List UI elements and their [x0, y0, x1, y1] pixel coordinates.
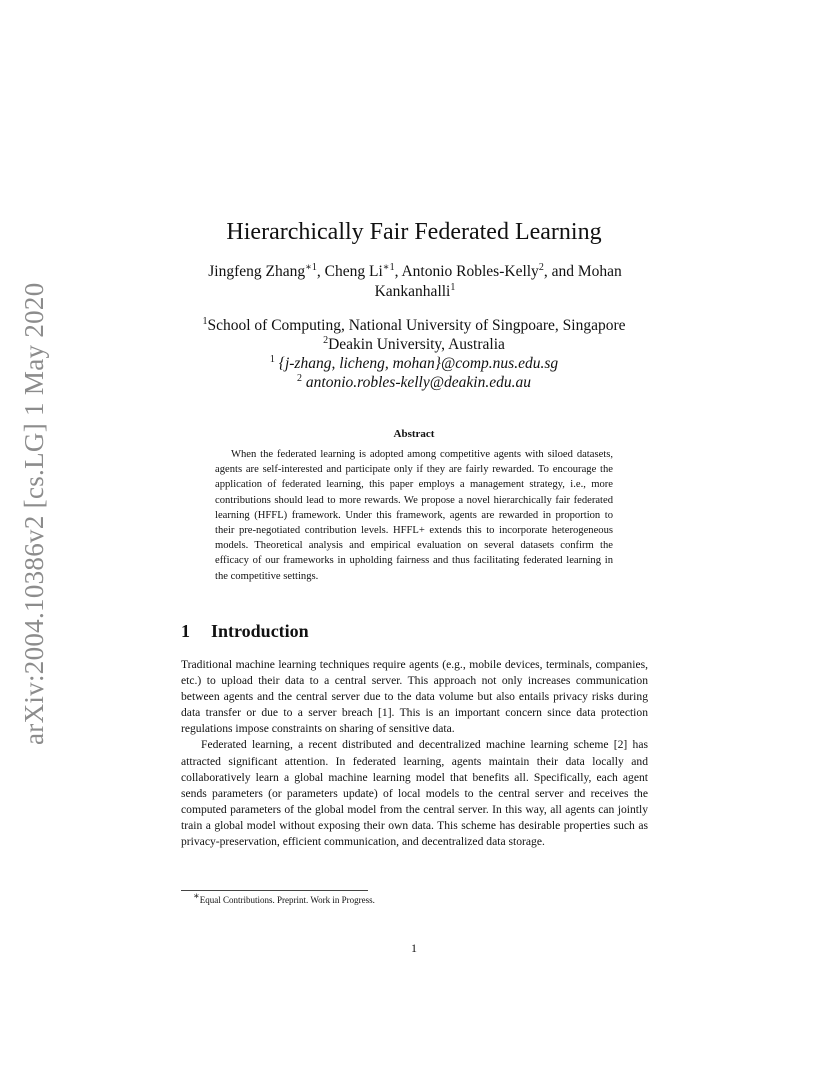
email-1-marker: 1 [269, 353, 275, 365]
paragraph-2: Federated learning, a recent distributed and decentralized machine learning scheme [2] has attracted significant attention. In federated learning, agents maintain their data locally and collaboratively learn a global machine learning model that benefits all. Specifically, each agent sends parameters (or parameters update) of local models to the central server and receives the computed parameters of the global model from the central server. In this way, all agents can jointly train a global model without exposing their own data. This scheme has desirable properties such as privacy-preservation, efficient communication, and decentralized data storage. [181, 738, 648, 849]
author-2-marker: ∗1 [382, 261, 395, 273]
email-2-text[interactable]: antonio.robles-kelly@deakin.edu.au [305, 374, 531, 391]
footnote-divider [181, 890, 368, 891]
section-title-text: Introduction [211, 621, 309, 641]
author-4-last: Kankanhalli [374, 283, 451, 300]
paper-title: Hierarchically Fair Federated Learning [226, 219, 602, 245]
author-1-marker: ∗1 [305, 261, 317, 273]
abstract-body: When the federated learning is adopted among competitive agents with siloed datasets, agents are self-interested and participate only if they are fairly rewarded. To encourage the application of federated learning, this paper employs a management strategy, i.e., more contributions should lead to more rewards. We propose a novel hierarchically fair federated learning (HFFL) framework. Under this framework, agents are rewarded in proportion to their pre-negotiated contribution levels. HFFL+ extends this to incorporate heterogeneous models. Theoretical analysis and empirical evaluation on several datasets confirm the efficacy of our frameworks in upholding fairness and thus facilitating federated learning in the competitive settings. [215, 449, 613, 582]
author-4-marker: 1 [450, 281, 456, 293]
email-2 [0, 373, 828, 392]
affiliation-1-marker: 1 [202, 315, 208, 327]
abstract-heading: Abstract [393, 428, 435, 440]
author-2: , Cheng Li [316, 263, 383, 280]
affiliation-1 [0, 316, 828, 335]
arxiv-side-stamp: arXiv:2004.10386v2 [cs.LG] 1 May 2020 [19, 282, 49, 745]
affiliation-1-text: School of Computing, National University of Singpoare, Singapore [207, 317, 626, 334]
affiliations [0, 316, 828, 392]
author-3: , Antonio Robles-Kelly [394, 263, 539, 280]
author-list [170, 262, 660, 302]
email-1-text[interactable]: {j-zhang, licheng, mohan}@comp.nus.edu.sg [278, 355, 559, 372]
footnote [193, 891, 375, 906]
page-number: 1 [411, 941, 417, 955]
affiliation-2-text: Deakin University, Australia [328, 336, 505, 353]
author-4-first: , and Mohan [543, 263, 622, 280]
introduction-body [181, 657, 648, 850]
email-2-marker: 2 [297, 372, 303, 384]
email-1 [0, 354, 828, 373]
author-1: Jingfeng Zhang [208, 263, 306, 280]
author-3-marker: 2 [538, 261, 544, 273]
footnote-text: Equal Contributions. Preprint. Work in Progress. [199, 895, 375, 905]
affiliation-2 [0, 335, 828, 354]
footnote-marker: ∗ [193, 891, 200, 902]
paragraph-1: Traditional machine learning techniques require agents (e.g., mobile devices, terminals, companies, etc.) to upload their data to a central server. This approach not only increases communication between agents and the central server due to the data volume but also entails privacy risks during data transfer or due to a server breach [1]. This is an important concern since data protection regulations impose constraints on sharing of sensitive data. [181, 658, 648, 736]
section-heading [181, 621, 309, 642]
section-number: 1 [181, 621, 190, 641]
affiliation-2-marker: 2 [323, 334, 329, 346]
